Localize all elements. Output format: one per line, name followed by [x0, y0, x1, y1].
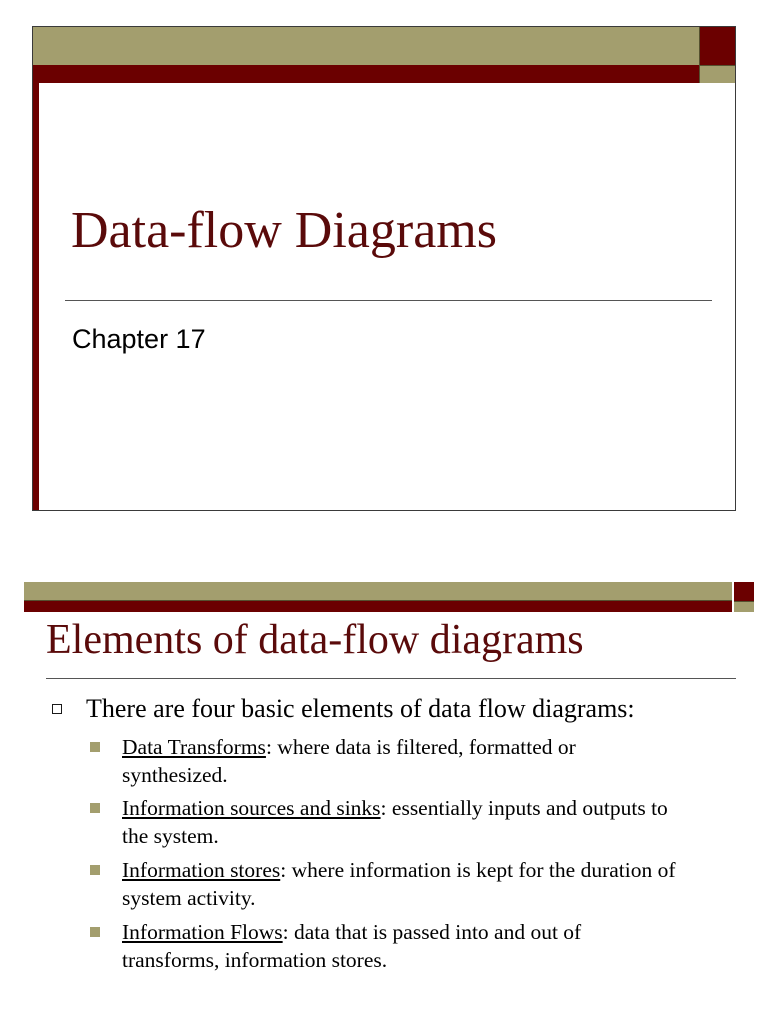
item-description: data that is passed into and out of transforms, information stores.	[122, 920, 582, 972]
header-band-maroon	[24, 601, 732, 612]
title-divider	[46, 678, 736, 679]
slide-subtitle: Chapter 17	[72, 324, 206, 354]
header-band-maroon	[33, 65, 699, 83]
item-separator: :	[280, 858, 292, 882]
item-separator: :	[282, 920, 295, 944]
slide-title: Data-flow Diagrams	[71, 202, 497, 259]
item-term: Data Transforms	[122, 735, 266, 759]
corner-square-olive	[734, 601, 754, 612]
hollow-square-icon	[52, 704, 62, 714]
corner-square-olive	[699, 65, 736, 83]
filled-square-icon	[90, 803, 100, 813]
filled-square-icon	[90, 865, 100, 875]
filled-square-icon	[90, 742, 100, 752]
slide-2	[24, 582, 754, 1002]
item-term: Information Flows	[122, 920, 283, 944]
slide-title: Elements of data-flow diagrams	[46, 617, 584, 663]
left-accent-bar	[33, 83, 39, 511]
corner-square-maroon	[699, 27, 736, 65]
filled-square-icon	[90, 927, 100, 937]
slide-1	[32, 26, 736, 511]
corner-square-maroon	[734, 582, 754, 601]
header-band-olive	[33, 27, 699, 66]
item-description: essentially inputs and outputs to the system.	[122, 796, 668, 848]
item-term: Information sources and sinks	[122, 796, 381, 820]
header-band-olive	[24, 582, 732, 601]
item-description: where data is filtered, formatted or synthesized.	[122, 735, 576, 787]
main-bullet-text: There are four basic elements of data flow diagrams:	[86, 694, 635, 723]
item-separator: :	[265, 735, 278, 759]
item-separator: :	[380, 796, 392, 820]
title-divider	[65, 300, 712, 301]
item-term: Information stores	[122, 858, 281, 882]
item-description: where information is kept for the duration of system activity.	[122, 858, 676, 910]
